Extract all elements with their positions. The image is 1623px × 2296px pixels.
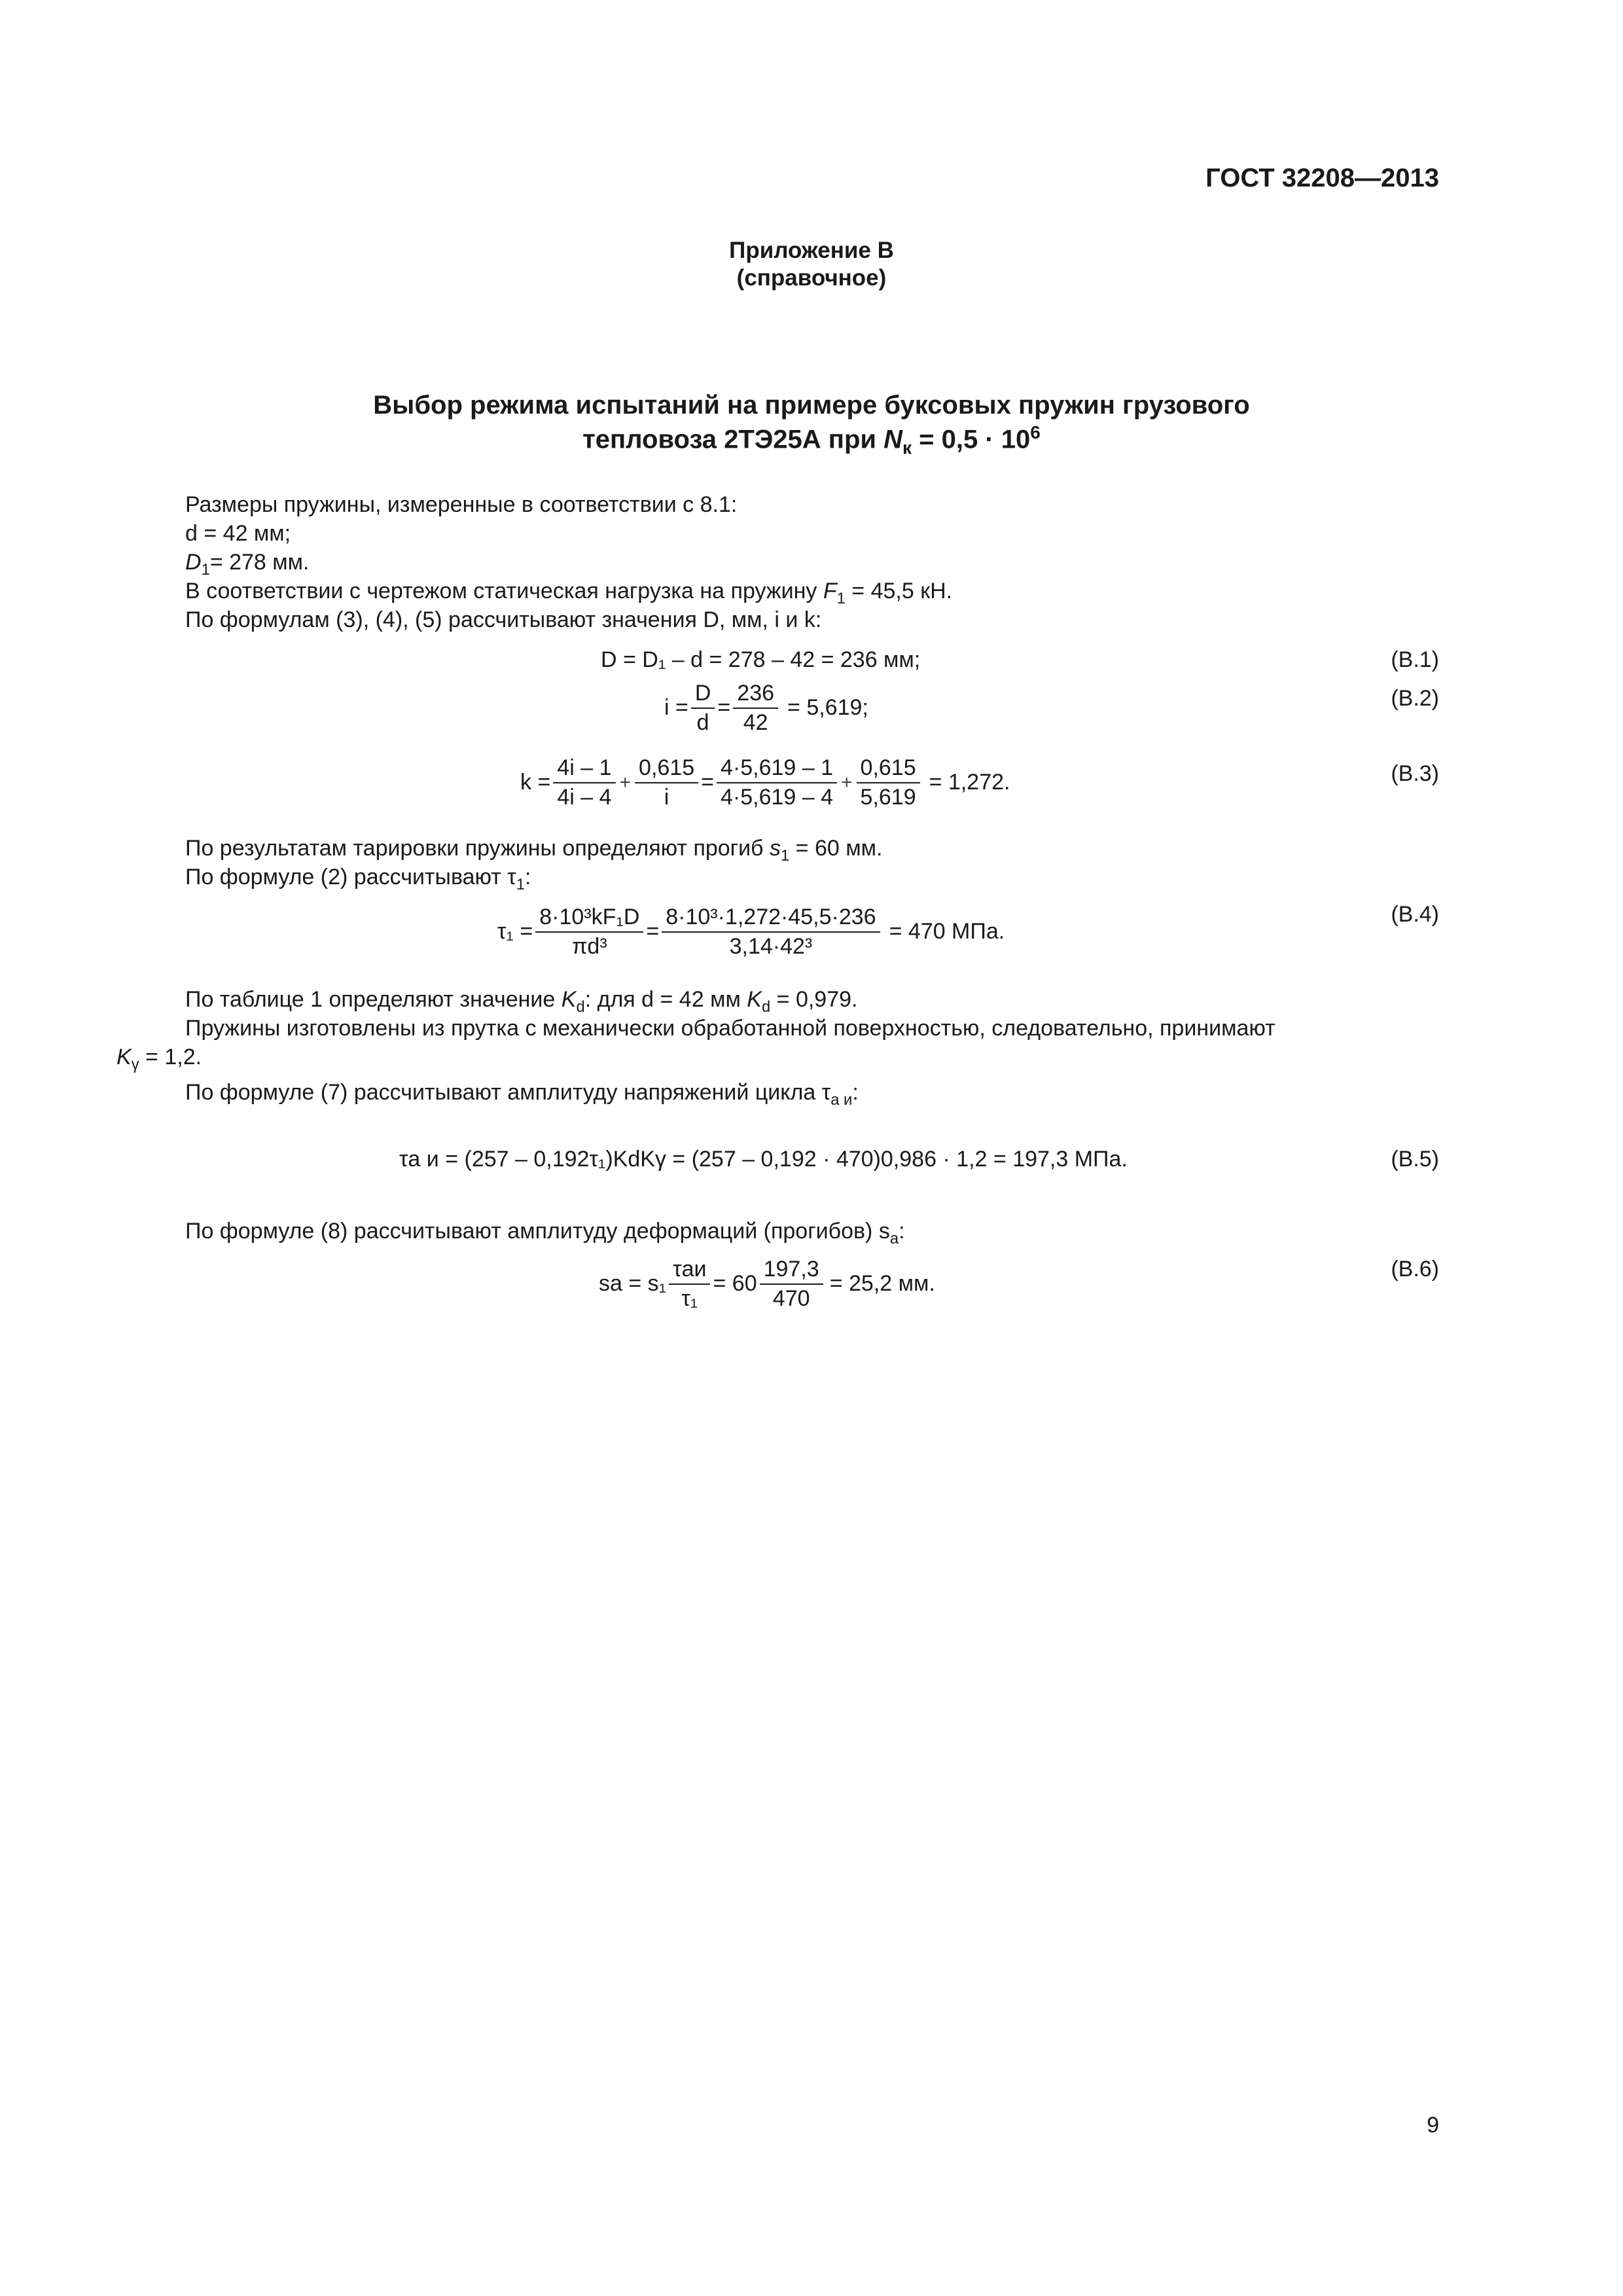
kgamma-line: $K_\gamma = 1,2$. xyxy=(116,1045,202,1073)
equation-b5-number: (В.5) xyxy=(1391,1147,1439,1172)
section-heading-line2: тепловоза 2ТЭ25А при $N_к = 0,5 \cdot 10^6$ xyxy=(582,422,1041,458)
formula8-line: По формуле (8) рассчитывают амплитуду деформаций (прогибов) $s_а$: xyxy=(185,1219,905,1247)
springs-line: Пружины изготовлены из прутка с механически обработанной поверхностью, следовательно, принимают xyxy=(185,1016,1275,1041)
fraction: $\frac{0,615}{i}$ xyxy=(635,754,698,811)
formulas-line: По формулам (3), (4), (5) рассчитывают значения D, мм, i и k: xyxy=(185,607,822,632)
page-number: 9 xyxy=(1427,2113,1439,2138)
wire-diameter-line: d = 42 мм; xyxy=(185,521,291,546)
static-load-line: В соответствии с чертежом статическая нагрузка на пружину $F_1 = 45,5$ кН. xyxy=(185,579,953,607)
equation-b1: D = D₁ – d = 278 – 42 = 236 мм; xyxy=(601,647,921,672)
fraction: $\frac{197,3}{470}$ xyxy=(760,1255,823,1312)
equation-b6: sа = s₁ $\frac{\text{τаи}}{\text{τ₁}}$ = 60 $\frac{197,3}{470}$ = 25,2 мм. xyxy=(599,1255,935,1312)
appendix-kind: (справочное) xyxy=(736,265,887,291)
standard-number: ГОСТ 32208—2013 xyxy=(1205,164,1439,192)
table1-line: По таблице 1 определяют значение $K_d$: для d = 42 мм $K_d = 0,979$. xyxy=(185,987,858,1016)
equation-b3-number: (В.3) xyxy=(1391,761,1439,786)
section-heading-line1: Выбор режима испытаний на примере буксовых пружин грузового xyxy=(373,391,1250,420)
fraction: $\frac{0,615}{5,619}$ xyxy=(857,754,920,811)
fraction: $\frac{\text{τаи}}{\text{τ₁}}$ xyxy=(669,1255,710,1312)
fraction: $\frac{236}{42}$ xyxy=(733,679,778,736)
outer-diameter-line: $D_1= 278$ мм. xyxy=(185,550,310,579)
equation-b2: i = $\frac{D}{d}$ = $\frac{236}{42}$ = 5,619; xyxy=(664,679,868,736)
equation-b4-number: (В.4) xyxy=(1391,902,1439,927)
formula2-line: По формуле (2) рассчитывают $\tau_1$: xyxy=(185,865,531,893)
equation-b1-number: (В.1) xyxy=(1391,647,1439,672)
formula7-line: По формуле (7) рассчитывают амплитуду напряжений цикла $\tau_{а и}$: xyxy=(185,1080,859,1109)
intro-text: Размеры пружины, измеренные в соответствии с 8.1: xyxy=(185,492,738,517)
fraction: $\frac{4\cdot 5,619 - 1}{4\cdot 5,619 - 4}$ xyxy=(717,754,837,811)
fraction: $\frac{D}{d}$ xyxy=(691,679,715,736)
equation-b2-number: (В.2) xyxy=(1391,686,1439,711)
fraction: $\frac{4i - 1}{4i - 4}$ xyxy=(553,754,615,811)
equation-b5: τа и = (257 – 0,192τ₁)KdKγ = (257 – 0,192 · 470)0,986 · 1,2 = 197,3 МПа. xyxy=(399,1147,1128,1172)
tarirovka-line: По результатам тарировки пружины определяют прогиб $s_1 = 60$ мм. xyxy=(185,836,883,865)
equation-b3: k = $\frac{4i - 1}{4i - 4}$ + $\frac{0,615}{i}$ = $\frac{4\cdot 5,619 - 1}{4\cdot 5,619 - 4}$ + $\frac{0,615}{5,619}$ = 1,272. xyxy=(520,754,1010,811)
equation-b6-number: (В.6) xyxy=(1391,1257,1439,1282)
appendix-title: Приложение В xyxy=(729,238,894,263)
fraction: $\frac{\text{8·10³·1,272·45,5·236}}{\text{3,14·42³}}$ xyxy=(662,903,880,960)
equation-b4: τ₁ = $\frac{\text{8·10³kF₁D}}{\text{πd³}}$ = $\frac{\text{8·10³·1,272·45,5·236}}{\text{3,14·42³}}$ = 470 МПа. xyxy=(497,903,1005,960)
fraction: $\frac{\text{8·10³kF₁D}}{\text{πd³}}$ xyxy=(535,903,643,960)
